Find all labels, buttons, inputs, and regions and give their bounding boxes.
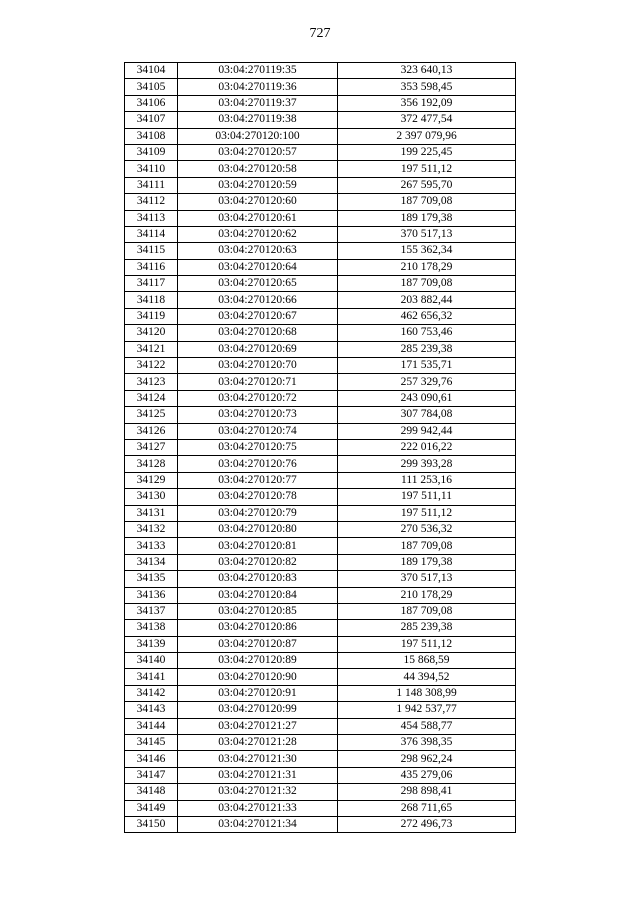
- cadastral-value-table: [124, 62, 516, 833]
- cadastral-number-cell: 03:04:270121:32: [178, 784, 338, 800]
- row-number-cell: 34122: [125, 358, 178, 374]
- cadastral-value-cell: 307 784,08: [338, 407, 516, 423]
- row-number-cell: 34105: [125, 79, 178, 95]
- table-row: [125, 177, 516, 193]
- cadastral-number-cell: 03:04:270120:72: [178, 390, 338, 406]
- table-row: [125, 341, 516, 357]
- cadastral-value-cell: 298 898,41: [338, 784, 516, 800]
- table-row: [125, 784, 516, 800]
- cadastral-value-cell: 2 397 079,96: [338, 128, 516, 144]
- table-row: [125, 226, 516, 242]
- row-number-cell: 34146: [125, 751, 178, 767]
- cadastral-value-cell: 353 598,45: [338, 79, 516, 95]
- cadastral-number-cell: 03:04:270120:87: [178, 636, 338, 652]
- cadastral-number-cell: 03:04:270121:28: [178, 735, 338, 751]
- table-row: [125, 456, 516, 472]
- cadastral-number-cell: 03:04:270120:79: [178, 505, 338, 521]
- cadastral-value-cell: 197 511,11: [338, 489, 516, 505]
- table-row: [125, 390, 516, 406]
- cadastral-value-cell: 370 517,13: [338, 571, 516, 587]
- cadastral-number-cell: 03:04:270120:76: [178, 456, 338, 472]
- cadastral-value-cell: 189 179,38: [338, 210, 516, 226]
- table-row: [125, 144, 516, 160]
- table-row: [125, 308, 516, 324]
- table-body: [125, 63, 516, 833]
- table-row: [125, 603, 516, 619]
- table-row: [125, 718, 516, 734]
- cadastral-number-cell: 03:04:270120:82: [178, 554, 338, 570]
- row-number-cell: 34136: [125, 587, 178, 603]
- cadastral-value-cell: 187 709,08: [338, 276, 516, 292]
- row-number-cell: 34137: [125, 603, 178, 619]
- cadastral-value-cell: 267 595,70: [338, 177, 516, 193]
- cadastral-value-cell: 187 709,08: [338, 603, 516, 619]
- cadastral-number-cell: 03:04:270120:57: [178, 144, 338, 160]
- row-number-cell: 34120: [125, 325, 178, 341]
- cadastral-value-cell: 257 329,76: [338, 374, 516, 390]
- cadastral-value-cell: 189 179,38: [338, 554, 516, 570]
- cadastral-number-cell: 03:04:270120:69: [178, 341, 338, 357]
- cadastral-value-cell: 356 192,09: [338, 95, 516, 111]
- cadastral-value-cell: 187 709,08: [338, 538, 516, 554]
- table-row: [125, 735, 516, 751]
- table-row: [125, 325, 516, 341]
- row-number-cell: 34108: [125, 128, 178, 144]
- table-row: [125, 636, 516, 652]
- table-row: [125, 243, 516, 259]
- cadastral-number-cell: 03:04:270120:99: [178, 702, 338, 718]
- cadastral-number-cell: 03:04:270119:36: [178, 79, 338, 95]
- row-number-cell: 34126: [125, 423, 178, 439]
- row-number-cell: 34144: [125, 718, 178, 734]
- cadastral-number-cell: 03:04:270120:74: [178, 423, 338, 439]
- cadastral-value-cell: 462 656,32: [338, 308, 516, 324]
- cadastral-value-cell: 370 517,13: [338, 226, 516, 242]
- row-number-cell: 34147: [125, 767, 178, 783]
- table-row: [125, 210, 516, 226]
- table-row: [125, 439, 516, 455]
- table-row: [125, 259, 516, 275]
- cadastral-number-cell: 03:04:270121:31: [178, 767, 338, 783]
- row-number-cell: 34145: [125, 735, 178, 751]
- cadastral-value-cell: 197 511,12: [338, 505, 516, 521]
- cadastral-value-cell: 285 239,38: [338, 341, 516, 357]
- table-row: [125, 292, 516, 308]
- row-number-cell: 34132: [125, 521, 178, 537]
- cadastral-value-cell: 222 016,22: [338, 439, 516, 455]
- row-number-cell: 34129: [125, 472, 178, 488]
- cadastral-number-cell: 03:04:270121:33: [178, 800, 338, 816]
- cadastral-value-cell: 187 709,08: [338, 194, 516, 210]
- row-number-cell: 34111: [125, 177, 178, 193]
- table-row: [125, 702, 516, 718]
- cadastral-value-cell: 243 090,61: [338, 390, 516, 406]
- cadastral-value-cell: 268 711,65: [338, 800, 516, 816]
- table-row: [125, 472, 516, 488]
- table-row: [125, 554, 516, 570]
- row-number-cell: 34139: [125, 636, 178, 652]
- cadastral-value-cell: 15 868,59: [338, 653, 516, 669]
- table-row: [125, 521, 516, 537]
- row-number-cell: 34143: [125, 702, 178, 718]
- cadastral-number-cell: 03:04:270120:65: [178, 276, 338, 292]
- row-number-cell: 34150: [125, 816, 178, 832]
- table-row: [125, 194, 516, 210]
- cadastral-value-cell: 210 178,29: [338, 587, 516, 603]
- cadastral-number-cell: 03:04:270120:83: [178, 571, 338, 587]
- table-row: [125, 407, 516, 423]
- table-row: [125, 489, 516, 505]
- table-row: [125, 358, 516, 374]
- table-row: [125, 767, 516, 783]
- cadastral-value-cell: 1 942 537,77: [338, 702, 516, 718]
- cadastral-number-cell: 03:04:270120:75: [178, 439, 338, 455]
- table-row: [125, 620, 516, 636]
- cadastral-number-cell: 03:04:270120:80: [178, 521, 338, 537]
- row-number-cell: 34118: [125, 292, 178, 308]
- cadastral-value-cell: 270 536,32: [338, 521, 516, 537]
- cadastral-number-cell: 03:04:270120:85: [178, 603, 338, 619]
- table-row: [125, 63, 516, 79]
- row-number-cell: 34117: [125, 276, 178, 292]
- cadastral-number-cell: 03:04:270120:91: [178, 685, 338, 701]
- table-row: [125, 751, 516, 767]
- cadastral-number-cell: 03:04:270120:70: [178, 358, 338, 374]
- cadastral-number-cell: 03:04:270120:62: [178, 226, 338, 242]
- cadastral-value-cell: 160 753,46: [338, 325, 516, 341]
- cadastral-number-cell: 03:04:270120:67: [178, 308, 338, 324]
- row-number-cell: 34131: [125, 505, 178, 521]
- cadastral-value-cell: 454 588,77: [338, 718, 516, 734]
- row-number-cell: 34140: [125, 653, 178, 669]
- table-row: [125, 669, 516, 685]
- row-number-cell: 34107: [125, 112, 178, 128]
- cadastral-value-cell: 299 942,44: [338, 423, 516, 439]
- row-number-cell: 34148: [125, 784, 178, 800]
- row-number-cell: 34135: [125, 571, 178, 587]
- cadastral-number-cell: 03:04:270120:60: [178, 194, 338, 210]
- row-number-cell: 34116: [125, 259, 178, 275]
- cadastral-number-cell: 03:04:270120:100: [178, 128, 338, 144]
- cadastral-value-cell: 323 640,13: [338, 63, 516, 79]
- cadastral-number-cell: 03:04:270120:89: [178, 653, 338, 669]
- cadastral-value-cell: 197 511,12: [338, 161, 516, 177]
- row-number-cell: 34128: [125, 456, 178, 472]
- row-number-cell: 34104: [125, 63, 178, 79]
- row-number-cell: 34119: [125, 308, 178, 324]
- table-row: [125, 571, 516, 587]
- table-row: [125, 538, 516, 554]
- row-number-cell: 34112: [125, 194, 178, 210]
- table-row: [125, 112, 516, 128]
- row-number-cell: 34121: [125, 341, 178, 357]
- row-number-cell: 34113: [125, 210, 178, 226]
- cadastral-number-cell: 03:04:270120:73: [178, 407, 338, 423]
- cadastral-number-cell: 03:04:270120:64: [178, 259, 338, 275]
- table-row: [125, 685, 516, 701]
- row-number-cell: 34109: [125, 144, 178, 160]
- row-number-cell: 34141: [125, 669, 178, 685]
- cadastral-value-cell: 298 962,24: [338, 751, 516, 767]
- cadastral-number-cell: 03:04:270121:30: [178, 751, 338, 767]
- cadastral-number-cell: 03:04:270120:61: [178, 210, 338, 226]
- row-number-cell: 34130: [125, 489, 178, 505]
- table-row: [125, 505, 516, 521]
- cadastral-number-cell: 03:04:270120:86: [178, 620, 338, 636]
- row-number-cell: 34110: [125, 161, 178, 177]
- cadastral-value-cell: 285 239,38: [338, 620, 516, 636]
- cadastral-number-cell: 03:04:270120:58: [178, 161, 338, 177]
- cadastral-value-cell: 155 362,34: [338, 243, 516, 259]
- cadastral-number-cell: 03:04:270120:71: [178, 374, 338, 390]
- cadastral-number-cell: 03:04:270120:66: [178, 292, 338, 308]
- cadastral-number-cell: 03:04:270120:68: [178, 325, 338, 341]
- table-row: [125, 95, 516, 111]
- table-row: [125, 128, 516, 144]
- table-row: [125, 587, 516, 603]
- cadastral-value-cell: 44 394,52: [338, 669, 516, 685]
- cadastral-number-cell: 03:04:270119:38: [178, 112, 338, 128]
- cadastral-value-cell: 376 398,35: [338, 735, 516, 751]
- table-row: [125, 653, 516, 669]
- row-number-cell: 34115: [125, 243, 178, 259]
- cadastral-value-cell: 210 178,29: [338, 259, 516, 275]
- row-number-cell: 34127: [125, 439, 178, 455]
- cadastral-number-cell: 03:04:270120:63: [178, 243, 338, 259]
- cadastral-number-cell: 03:04:270119:37: [178, 95, 338, 111]
- table-row: [125, 79, 516, 95]
- cadastral-number-cell: 03:04:270119:35: [178, 63, 338, 79]
- cadastral-number-cell: 03:04:270120:90: [178, 669, 338, 685]
- row-number-cell: 34124: [125, 390, 178, 406]
- row-number-cell: 34133: [125, 538, 178, 554]
- row-number-cell: 34142: [125, 685, 178, 701]
- cadastral-value-cell: 199 225,45: [338, 144, 516, 160]
- table-row: [125, 816, 516, 832]
- cadastral-value-cell: 197 511,12: [338, 636, 516, 652]
- row-number-cell: 34138: [125, 620, 178, 636]
- page-number: 727: [309, 26, 331, 41]
- table-row: [125, 276, 516, 292]
- cadastral-value-cell: 171 535,71: [338, 358, 516, 374]
- cadastral-value-cell: 111 253,16: [338, 472, 516, 488]
- table-row: [125, 800, 516, 816]
- cadastral-number-cell: 03:04:270120:84: [178, 587, 338, 603]
- cadastral-number-cell: 03:04:270120:78: [178, 489, 338, 505]
- cadastral-value-cell: 299 393,28: [338, 456, 516, 472]
- cadastral-value-cell: 203 882,44: [338, 292, 516, 308]
- row-number-cell: 34106: [125, 95, 178, 111]
- table-row: [125, 161, 516, 177]
- row-number-cell: 34114: [125, 226, 178, 242]
- cadastral-number-cell: 03:04:270120:81: [178, 538, 338, 554]
- row-number-cell: 34149: [125, 800, 178, 816]
- cadastral-number-cell: 03:04:270121:27: [178, 718, 338, 734]
- cadastral-value-cell: 435 279,06: [338, 767, 516, 783]
- cadastral-number-cell: 03:04:270120:77: [178, 472, 338, 488]
- table-row: [125, 423, 516, 439]
- row-number-cell: 34123: [125, 374, 178, 390]
- cadastral-value-cell: 272 496,73: [338, 816, 516, 832]
- cadastral-number-cell: 03:04:270120:59: [178, 177, 338, 193]
- row-number-cell: 34134: [125, 554, 178, 570]
- table-row: [125, 374, 516, 390]
- row-number-cell: 34125: [125, 407, 178, 423]
- cadastral-value-cell: 372 477,54: [338, 112, 516, 128]
- cadastral-value-cell: 1 148 308,99: [338, 685, 516, 701]
- cadastral-number-cell: 03:04:270121:34: [178, 816, 338, 832]
